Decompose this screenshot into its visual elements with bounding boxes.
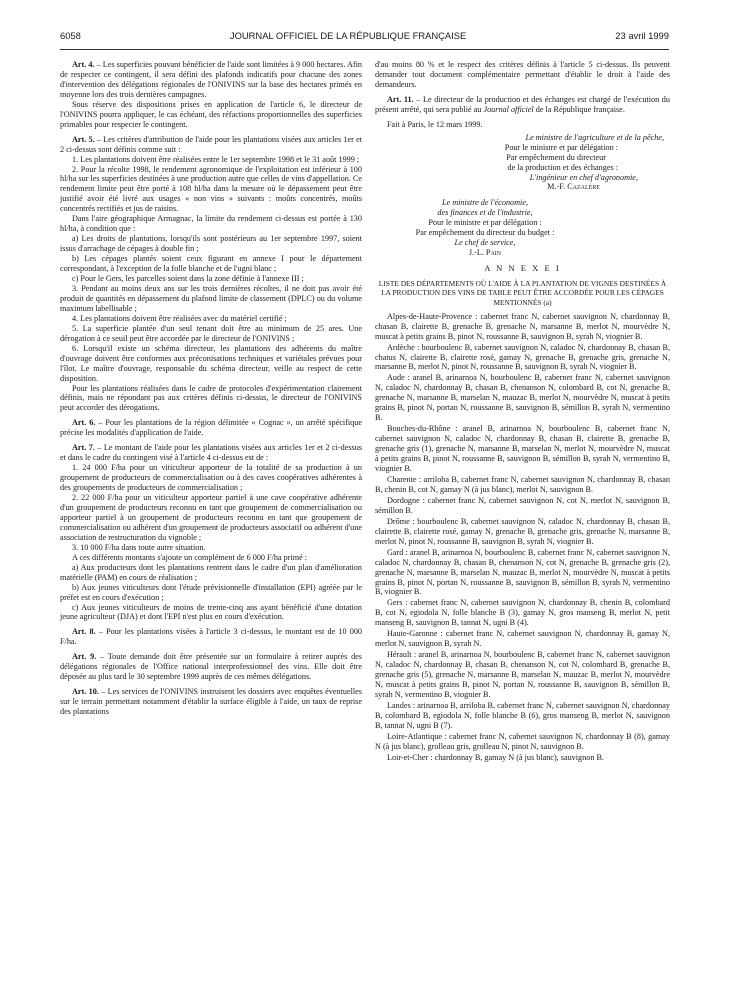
list-item: Charente : arriloba B, cabernet franc N, cabernet sauvignon N, chardonnay B, chasan B, chenin B, cot N, gamay N (à jus blanc), merlot N, sauvignon B. bbox=[375, 474, 670, 494]
sig1-title: L'ingénieur en chef d'agronomie, bbox=[529, 172, 638, 182]
list-item: Drôme : bourboulenc B, cabernet sauvignon N, caladoc N, chardonnay B, chasan B, clairette B, clairette rosé, gamay N, grenache B, grenache gris, grenache N, marsanne B, merlot N, pinot N, roussanne B, sauvignon B, syrah N, viognier B. bbox=[375, 516, 670, 546]
article-9-text: – Toute demande doit être présentée sur un formulaire à retirer auprès des délégations régionales de l'Office national interprofessionnel des vins. Elle doit être déposée au plus tard le 30 septembre 1999 auprès de ces mêmes délégations. bbox=[60, 652, 362, 682]
article-6-label: Art. 6. bbox=[72, 418, 96, 428]
sig2-minister: Le ministre de l'économie, bbox=[441, 198, 529, 208]
article-6-text: – Pour les plantations de la région délimitée « Cognac », un arrêté spécifique précise les modalités d'application de l'aide. bbox=[60, 418, 363, 438]
article-11-text-end: de la République française. bbox=[533, 104, 625, 114]
sig1-empechement: Par empêchement du directeur bbox=[506, 152, 606, 162]
article-5-item-1: 1. Les plantations doivent être réalisées entre le 1er septembre 1998 et le 31 août 1999 ; bbox=[72, 154, 360, 164]
list-item: Loire-Atlantique : cabernet franc N, cabernet sauvignon N, chardonnay B (8), gamay N (à jus blanc), grolleau gris, grolleau N, pinot N, sauvignon B. bbox=[375, 731, 670, 751]
left-column bbox=[60, 60, 362, 717]
issue-date: 23 avril 1999 bbox=[615, 30, 669, 41]
page-header bbox=[60, 30, 669, 50]
article-7-item-1: 1. 24 000 F/ha pour un viticulteur apporteur de la totalité de sa production à un groupement de producteurs de commercialisation ou à des caves coopératives adhérentes à des groupements de producteurs de commercialisation ; bbox=[60, 463, 362, 493]
list-item: Dordogne : cabernet franc N, cabernet sauvignon N, cot N, merlot N, sauvignon B, sémillon B. bbox=[375, 495, 670, 515]
list-item: Landes : arinarnoa B, arriloba B, cabernet franc N, cabernet sauvignon N, chardonnay B, colombard B, egiodola N, folle blanche B (6), gros manseng B, merlot N, sauvignon B, tannat N, ugni B (7). bbox=[375, 700, 670, 730]
sig1-name: M.-F. Cazalère bbox=[547, 182, 600, 192]
annex-title: A N N E X E I bbox=[484, 263, 561, 274]
article-11-text: – Le directeur de la production et des échanges est chargé de l'exécution du présent arrêté, qui sera publié au bbox=[375, 94, 670, 114]
signature-date: Fait à Paris, le 12 mars 1999. bbox=[387, 119, 483, 129]
article-10-continuation: d'au moins 80 % et le respect des critères définis à l'article 5 ci-dessus. Ils peuvent demander tout document complémentaire permettant d'établir le droit à l'aide des demandeurs. bbox=[375, 60, 670, 89]
article-4-paragraph bbox=[60, 60, 362, 100]
signature-block-economie bbox=[375, 198, 595, 258]
page-number: 6058 bbox=[60, 30, 81, 41]
article-5-item-a: a) Les droits de plantations, lorsqu'ils sont postérieurs au 1er septembre 1997, soient issus d'arrachage de cépages à double fin ; bbox=[60, 234, 362, 254]
article-5-item-2: 2. Pour la récolte 1998, le rendement agronomique de l'exploitation est inférieur à 100 hl/ha sur les superficies destinées à une production autre que celles de vins d'appellation. Ce rendement limite peut être porté à 108 hl/ha dans la mesure où le dépassement peut être justifié avoir été livré aux usages « non vins » suivants : moûts concentrés, moûts concentrés rectifiés et jus de raisins. bbox=[60, 164, 362, 214]
article-5-label: Art. 5. bbox=[72, 134, 95, 144]
list-item: Hérault : aranel B, arinarnoa N, bourboulenc B, cabernet franc N, cabernet sauvignon N, caladoc N, chardonnay B, chasan B, chenanson N, cot N, colombard B, grenache B, grenache gris (5), grenache N, marsanne B, marselan N, mauzac B, merlot N, mourvèdre N, muscat à petits grains B, pinot N, portan N, roussanne B, sauvignon B, sémillon B, syrah N, vermentino B, viognier B. bbox=[375, 650, 670, 699]
article-7-item-c: c) Aux jeunes viticulteurs de moins de trente-cinq ans ayant bénéficié d'une dotation jeune agriculteur (DJA) et dont l'EPI n'est plus en cours d'exécution. bbox=[60, 602, 362, 622]
article-5-item-5: 5. La superficie plantée d'un seul tenant doit être au minimum de 25 ares. Une dérogation à ce seuil peut être accordée par le directeur de l'ONIVINS ; bbox=[60, 323, 362, 343]
article-5-derogation: Pour les plantations réalisées dans le cadre de protocoles d'expérimentation clairement définis, mais ne répondant pas aux critères définis ci-dessus, le directeur de l'ONIVINS peut accorder des dérogations. bbox=[60, 383, 362, 413]
article-5-text: – Les critères d'attribution de l'aide pour les plantations visées aux articles 1er et 2 ci-dessus sont définis comme suit : bbox=[60, 134, 362, 154]
article-5-item-c: c) Pour le Gers, les parcelles soient dans la zone définie à l'annexe III ; bbox=[72, 274, 304, 284]
article-5-armagnac: Dans l'aire géographique Armagnac, la limite du rendement ci-dessus est portée à 130 hl/ha, à condition que : bbox=[60, 214, 362, 234]
list-item: Gers : cabernet franc N, cabernet sauvignon N, chardonnay B, chenin B, colombard B, cot N, egiodola N, folle blanche B (3), gamay N, gros manseng B, merlot N, petit manseng B, sauvignon B, tannat N, ugni B (4). bbox=[375, 598, 670, 628]
article-7-label: Art. 7. bbox=[72, 443, 95, 453]
article-4-label: Art. 4. bbox=[72, 60, 95, 69]
sig1-direction: de la production et des échanges : bbox=[507, 162, 618, 172]
list-item: Gard : aranel B, arinarnoa N, bourboulenc B, cabernet franc N, cabernet sauvignon N, caladoc N, chardonnay B, chasan B, chenanson N, cot N, grenache B, grenache gris (2), grenache N, marsanne B, marselan N, mauzac B, merlot N, mourvèdre N, muscat à petits grains B, pinot N, portan N, roussanne B, sauvignon B, sémillon B, syrah N, vermentino B, viognier B. bbox=[375, 547, 670, 597]
list-item: Ardèche : bourboulenc B, cabernet sauvignon N, caladoc N, chardonnay B, chasan B, chatus N, clairette B, clairette rosé, gamay N, grenache B, grenache gris, grenache N, marsanne B, merlot N, pinot N, roussanne B, sauvignon B, syrah N, viognier B. bbox=[375, 342, 670, 372]
article-10-label: Art. 10. bbox=[72, 687, 99, 697]
list-item: Haute-Garonne : cabernet franc N, cabernet sauvignon N, chardonnay B, gamay N, merlot N, sauvignon B, syrah N. bbox=[375, 629, 670, 649]
article-9-label: Art. 9. bbox=[72, 652, 97, 662]
article-7-paragraph bbox=[60, 443, 362, 463]
article-11-label: Art. 11. bbox=[387, 94, 414, 104]
article-4-text: – Les superficies pouvant bénéficier de l'aide sont limitées à 9 000 hectares. Afin de respecter ce contingent, il sera défini des plafonds indicatifs pour chacune des zones d'intervention des délégations régionales de l'ONIVINS sur la base des hectares primés en moyenne lors des trois dernières campagnes. bbox=[60, 60, 362, 99]
article-7-item-3: 3. 10 000 F/ha dans toute autre situation. bbox=[72, 542, 206, 552]
article-7-complement: A ces différents montants s'ajoute un complément de 6 000 F/ha primé : bbox=[72, 552, 308, 562]
list-item: Loir-et-Cher : chardonnay B, gamay N (à jus blanc), sauvignon B. bbox=[387, 752, 604, 762]
signature-block-agriculture bbox=[375, 133, 670, 193]
sig2-name: J.-L. Pain bbox=[468, 248, 502, 258]
article-5-item-b: b) Les cépages plantés soient ceux figurant en annexe I pour le département correspondant, à l'exception de la folle blanche et de l'ugni blanc ; bbox=[60, 254, 362, 274]
article-6-paragraph bbox=[60, 418, 362, 438]
sig1-minister: Le ministre de l'agriculture et de la pêche, bbox=[525, 132, 664, 142]
journal-title: JOURNAL OFFICIEL DE LA RÉPUBLIQUE FRANÇAISE bbox=[229, 30, 467, 41]
list-item: Aude : aranel B, arinarnoa N, bourboulenc B, cabernet franc N, cabernet sauvignon N, caladoc N, chardonnay B, chasan B, chenanson N, colombard B, cot N, grenache B, grenache N, marsanne B, marselan N, mauzac B, merlot N, mourvèdre N, muscat à petits grains B, pinot N, portan N, roussanne B, sauvignon B, sémillon B, syrah N, vermentino B. bbox=[375, 373, 670, 423]
article-5-item-3: 3. Pendant au moins deux ans sur les trois dernières récoltes, il ne doit pas avoir été produit de quantités en dépassement du plafond limite de classement (DPLC) ou du volume maximum labellisable ; bbox=[60, 283, 362, 313]
article-7-item-a: a) Aux producteurs dont les plantations rentrent dans le cadre d'un plan d'amélioration matérielle (PAM) en cours de réalisation ; bbox=[60, 562, 362, 582]
article-4-paragraph-2: Sous réserve des dispositions prises en application de l'article 6, le directeur de l'ONIVINS pourra appliquer, le cas échéant, des réfactions proportionnelles des superficies primables pour respecter le contingent. bbox=[60, 99, 362, 129]
article-5-item-6: 6. Lorsqu'il existe un schéma directeur, les plantations des adhérents du maître d'ouvrage doivent être conformes aux préconisations techniques et variétales prévues pour l'îlot. Le maître d'ouvrage, responsable du schéma directeur, veille au respect de cette disposition. bbox=[60, 343, 362, 383]
sig2-delegation: Pour le ministre et par délégation : bbox=[428, 218, 542, 228]
sig2-ministry: des finances et de l'industrie, bbox=[437, 208, 533, 218]
sig2-title: Le chef de service, bbox=[454, 238, 516, 248]
journal-officiel-ref: Journal officiel bbox=[483, 104, 534, 114]
article-7-item-b: b) Aux jeunes viticulteurs dont l'étude prévisionnelle d'installation (EPI) agréée par le préfet est en cours d'exécution ; bbox=[60, 582, 362, 602]
article-10-paragraph bbox=[60, 687, 362, 717]
article-8-paragraph bbox=[60, 627, 362, 647]
right-column bbox=[375, 60, 670, 763]
list-item: Alpes-de-Haute-Provence : cabernet franc N, cabernet sauvignon N, chardonnay B, chasan B, clairette B, grenache B, grenache N, marsanne B, merlot N, mourvèdre N, muscat à petits grains B, pinot N, roussanne B, sauvignon B, syrah N, viognier B. bbox=[375, 311, 670, 341]
list-item: Bouches-du-Rhône : aranel B, arinarnoa N, bourboulenc B, cabernet franc N, cabernet sauvignon N, caladoc N, chardonnay B, chasan B, clairette B, grenache B, grenache gris (1), grenache N, marsanne B, marselan N, merlot N, mourvèdre N, muscat à petits grains B, pinot N, roussanne B, sauvignon B, sémillon B, syrah N, vermentino B, viognier B. bbox=[375, 424, 670, 474]
article-5-paragraph bbox=[60, 135, 362, 155]
article-8-text: – Pour les plantations visées à l'article 3 ci-dessus, le montant est de 10 000 F/ha. bbox=[60, 627, 363, 647]
article-10-text: – Les services de l'ONIVINS instruisent les dossiers avec enquêtes éventuelles sur le terrain permettant notamment d'établir la surface éligible à l'aide, un taux de reprise des plantations bbox=[60, 687, 362, 717]
article-7-text: – Le montant de l'aide pour les plantations visées aux articles 1er et 2 ci-dessus et dans le cadre du contingent visé à l'article 4 ci-dessus est de : bbox=[60, 443, 362, 463]
article-5-item-4: 4. Les plantations doivent être réalisées avec du matériel certifié ; bbox=[72, 313, 287, 323]
annex-subtitle: LISTE DES DÉPARTEMENTS OÙ L'AIDE À LA PLANTATION DE VIGNES DESTINÉES À LA PRODUCTION DES VINS DE TABLE PEUT ÊTRE ACCORDÉE POUR LES CÉPAGES MENTIONNÉS (a) bbox=[378, 279, 667, 307]
department-list bbox=[375, 312, 670, 763]
article-9-paragraph bbox=[60, 652, 362, 682]
article-8-label: Art. 8. bbox=[72, 627, 96, 637]
article-11-paragraph bbox=[375, 95, 670, 115]
article-7-item-2: 2. 22 000 F/ha pour un viticulteur apporteur partiel à une cave coopérative adhérente d'un groupement de producteurs reconnu en tant que groupement de commercialisation ou apporteur partiel à un groupement de producteurs reconnu en tant que groupement de commercialisation ou adhérent d'un groupement de producteurs associatif ou adhérent d'une association de restructuration du vignoble ; bbox=[60, 493, 362, 542]
sig2-empechement: Par empêchement du directeur du budget : bbox=[415, 228, 555, 238]
sig1-delegation: Pour le ministre et par délégation : bbox=[504, 142, 618, 152]
